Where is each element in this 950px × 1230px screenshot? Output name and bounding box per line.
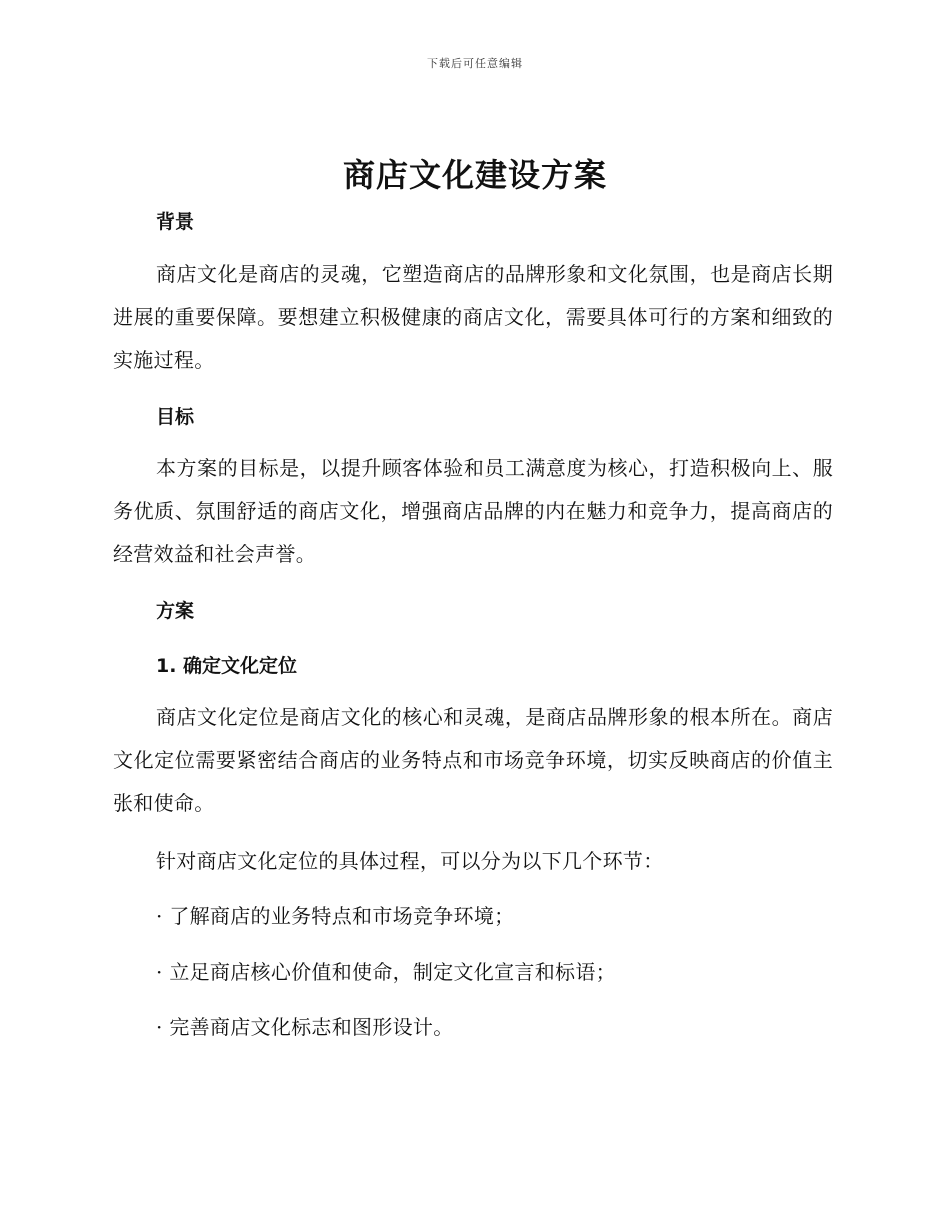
page-header-note: 下载后可任意编辑 [427, 57, 523, 70]
list-item: · 完善商店文化标志和图形设计。 [156, 1015, 454, 1039]
paragraph-goal: 本方案的目标是，以提升顾客体验和员工满意度为核心，打造积极向上、服务优质、氛围舒适的商店文化，增强商店品牌的内在魅力和竞争力，提高商店的经营效益和社会声誉。 [113, 456, 833, 566]
document-title: 商店文化建设方案 [342, 156, 607, 194]
paragraph-background: 商店文化是商店的灵魂，它塑造商店的品牌形象和文化氛围，也是商店长期进展的重要保障。要想建立积极健康的商店文化，需要具体可行的方案和细致的实施过程。 [113, 262, 833, 372]
section-heading-background: 背景 [156, 211, 195, 233]
section-heading-plan: 方案 [156, 600, 195, 622]
paragraph-culture-positioning: 商店文化定位是商店文化的核心和灵魂，是商店品牌形象的根本所在。商店文化定位需要紧密结合商店的业务特点和市场竞争环境，切实反映商店的价值主张和使命。 [113, 705, 833, 815]
paragraph-process-intro: 针对商店文化定位的具体过程，可以分为以下几个环节： [156, 849, 664, 873]
list-item: · 立足商店核心价值和使命，制定文化宣言和标语； [156, 960, 616, 984]
subsection-heading-culture-positioning: 1. 确定文化定位 [156, 655, 298, 677]
list-item: · 了解商店的业务特点和市场竞争环境； [156, 904, 515, 928]
section-heading-goal: 目标 [156, 406, 195, 428]
